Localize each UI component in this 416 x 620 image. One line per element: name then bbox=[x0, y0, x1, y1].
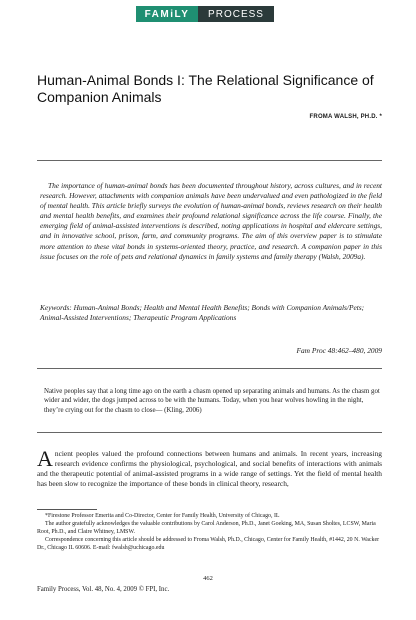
article-title: Human-Animal Bonds I: The Relational Significance of Companion Animals bbox=[37, 72, 374, 105]
article-author: FROMA WALSH, PH.D. * bbox=[309, 114, 382, 120]
journal-section: PROCESS bbox=[198, 6, 274, 22]
footnote-correspondence: Correspondence concerning this article should be addressed to Froma Walsh, Ph.D., Chicago, Center for Family Health, #1442, 20 N. Wacker Dr., Chicago IL 60606. E-mail: fwalsh@uchicago.edu bbox=[37, 537, 380, 551]
epigraph: Native peoples say that a long time ago on the earth a chasm opened up separating animals and humans. As the chasm got wider and wider, the dogs jumped across to be with the humans. Today, when you hear wolves howling in the night, they’re crying out for the chasm to close— (Kling, 2006) bbox=[44, 388, 380, 414]
journal-banner bbox=[136, 6, 274, 22]
citation: Fam Proc 48:462–480, 2009 bbox=[296, 346, 382, 355]
journal-brand: FAMiLY bbox=[144, 8, 190, 20]
journal-footer: Family Process, Vol. 48, No. 4, 2009 © FPI, Inc. bbox=[37, 586, 170, 593]
keywords: Keywords: Human-Animal Bonds; Health and Mental Health Benefits; Bonds with Companion Animals/Pets; Animal-Assisted Interventions; Therapeutic Program Applications bbox=[40, 303, 365, 323]
abstract-divider bbox=[37, 368, 382, 369]
body-paragraph bbox=[37, 446, 382, 489]
title-divider bbox=[37, 160, 382, 161]
footnote-divider bbox=[37, 509, 97, 510]
page-number: 462 bbox=[203, 575, 213, 582]
footnote-affiliation: *Firestone Professor Emerita and Co-Director, Center for Family Health, University of Chicago, IL bbox=[45, 513, 280, 519]
footnotes bbox=[37, 512, 382, 552]
epigraph-divider bbox=[37, 432, 382, 433]
body-text: ncient peoples valued the profound connections between humans and animals. In recent years, increasing research evidence confirms the physiological, psychological, and social benefits of interactions with animals and the therapeutic potential of animal-assisted programs in a wide range of settings. Yet the field of mental health has been slow to recognize the importance of these bonds in clinical theory, research, bbox=[37, 449, 382, 488]
drop-cap: A bbox=[37, 446, 53, 471]
footnote-acknowledgment: The author gratefully acknowledges the valuable contributions by Carol Anderson, Ph.D., Janet Goeking, MA, Susan Sholtes, LCSW, Maria Root, Ph.D., and Claire Whitney, LMSW. bbox=[37, 521, 376, 535]
abstract: The importance of human-animal bonds has been documented throughout history, across cultures, and in recent research. However, attachments with companion animals have been undervalued and even pathologized in the field of mental health. This article briefly surveys the evolution of human-animal bonds, reviews research on their health and mental health benefits, and examines their profound relational significance across the life course. Finally, the emerging field of animal-assisted interventions is described, noting applications in hospital and eldercare settings, and in innovative school, prison, farm, and community programs. The aim of this overview paper is to stimulate more attention to these vital bonds in systems-oriented theory, practice, and research. A companion paper in this issue focuses on the role of pets and relational dynamics in family systems and family therapy (Walsh, 2009a). bbox=[40, 181, 382, 261]
